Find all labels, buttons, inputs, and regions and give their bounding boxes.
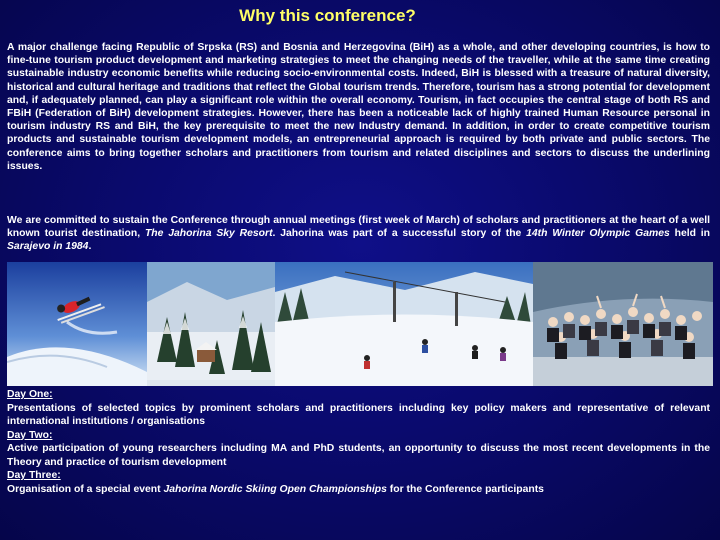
olympic-games: 14th Winter Olympic Games	[526, 228, 670, 240]
snowy-forest-resort-photo	[147, 262, 275, 386]
olympic-place: Sarajevo in 1984	[7, 241, 89, 253]
day-two-heading: Day Two:	[7, 429, 53, 441]
programme-days	[7, 388, 710, 496]
day-three-heading: Day Three:	[7, 470, 61, 481]
commitment-text-3: held in	[669, 228, 710, 240]
day-one-heading: Day One:	[7, 389, 53, 400]
commitment-text-2: . Jahorina was part of a successful story of the	[272, 228, 527, 240]
ski-slope-skiers-photo	[275, 262, 533, 386]
commitment-text-1: We are committed to sustain the Conference through annual meetings (first week of March) of scholars and practitioners at the heart of a well known tourist destination,	[7, 215, 710, 240]
resort-name: The Jahorina Sky Resort	[144, 228, 273, 240]
ski-jumper-photo	[7, 262, 147, 386]
day-two-text: Active participation of young researchers including MA and PhD students, an opportunity to discuss the most recent developments in the Theory and practice of tourism development	[7, 443, 710, 468]
commitment-paragraph	[7, 214, 710, 254]
group-of-participants-photo	[533, 262, 713, 386]
day-three-line	[7, 483, 710, 497]
page-title: Why this conference?	[239, 6, 416, 25]
photo-strip	[7, 262, 713, 386]
day-three-text-a: Organisation of a special event	[7, 483, 164, 495]
nordic-skiing-event: Jahorina Nordic Skiing Open Championships	[163, 483, 387, 495]
day-three-text-b: for the Conference participants	[386, 483, 544, 495]
commitment-text-4: .	[88, 241, 92, 253]
day-one-text: Presentations of selected topics by prominent scholars and practitioners including key policy makers and representative of relevant international institutions / organisations	[7, 402, 710, 427]
intro-paragraph: A major challenge facing Republic of Srpska (RS) and Bosnia and Herzegovina (BiH) as a whole, and other developing countries, is how to fine-tune tourism product development and marketing strategies to meet the changing needs of the traveller, while at the same time creating sustainable industry economic benefits while reducing socio-environmental costs. Indeed, BiH is blessed with a treasure of natural diversity, historical and cultural heritage and traditions that reflect the Global tourism trends. Therefore, tourism has a strong potential for development and, if adequately planned, can play a significant role within the overall economy. Tourism, in fact occupies the central stage of both RS and FBiH (Federation of BiH) development strategies. However, there has been a noticeable lack of highly trained Human Resource personal in tourism industry RS and BiH, the key prerequisite to meet the new Industry demand. In addition, in order to create competitive tourism products and sustainable tourism development models, an entrepreneurial approach is required by both private and public sectors. The conference aims to bring together scholars and practitioners from tourism and related disciplines and sectors to discuss the underlining issues.	[7, 42, 710, 172]
